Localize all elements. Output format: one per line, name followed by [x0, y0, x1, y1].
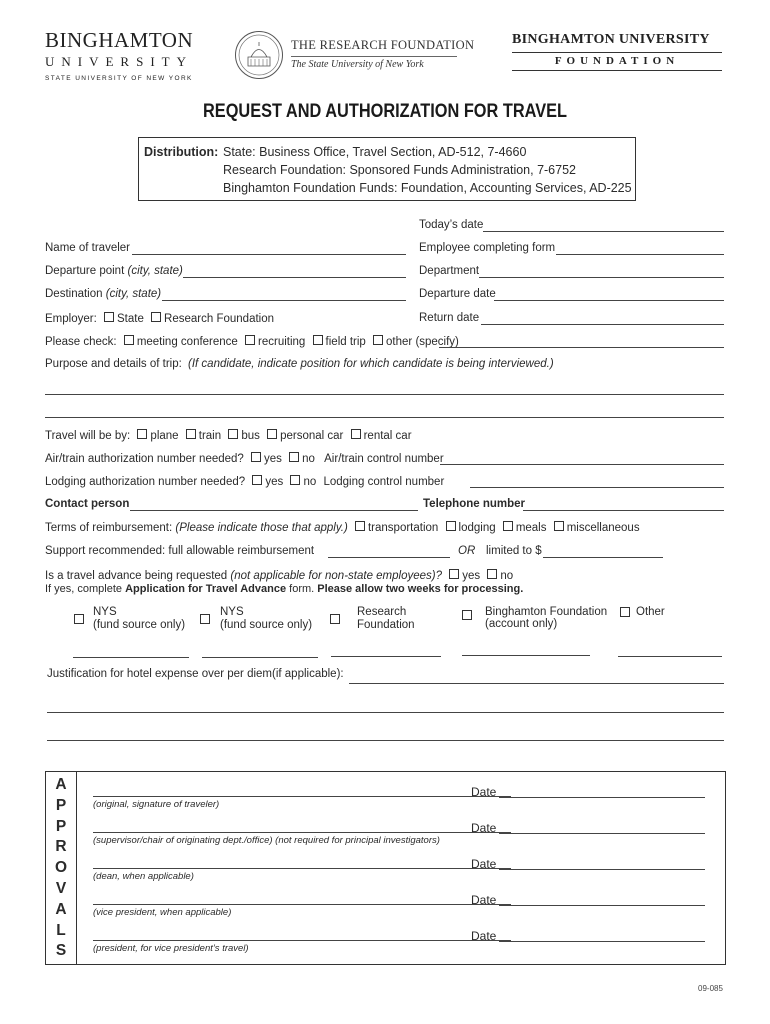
fund1-line-b: (fund source only) [93, 619, 186, 631]
lodging-auth-yes-checkbox[interactable] [252, 475, 262, 485]
destination-hint: (city, state) [105, 288, 162, 300]
date-field[interactable] [499, 941, 705, 942]
lodging-checkbox[interactable] [446, 521, 456, 531]
form-number: 09-085 [698, 984, 723, 993]
approval-row [46, 926, 725, 962]
buf-line1: BINGHAMTON UNIVERSITY [512, 32, 710, 47]
meeting-conference-label: meeting conference [136, 336, 238, 348]
train-checkbox[interactable] [186, 429, 196, 439]
fund4-line-b: (account only) [485, 618, 558, 630]
contact-person-field[interactable] [130, 510, 418, 511]
advance-question: Is a travel advance being requested [45, 570, 228, 582]
date-field[interactable] [499, 833, 705, 834]
return-date-label: Return date [419, 312, 480, 324]
fund2-label [220, 606, 312, 632]
advance-yes-label: yes [462, 570, 481, 582]
telephone-field[interactable] [523, 510, 724, 511]
or-label: OR [458, 545, 476, 557]
employer-state-label: State [116, 313, 144, 325]
terms-hint: (Please indicate those that apply.) [175, 522, 348, 534]
lodging-auth-no-checkbox[interactable] [290, 475, 300, 485]
advance-instructions [45, 583, 523, 595]
fund2-line-a: NYS [220, 606, 244, 618]
please-check-row [45, 335, 459, 348]
recruiting-checkbox[interactable] [245, 335, 255, 345]
approvals-letter: A [55, 776, 67, 793]
bu-logo-line2: UNIVERSITY [45, 54, 193, 69]
advance-row [45, 569, 513, 582]
name-of-traveler-field[interactable] [132, 254, 406, 255]
fund5-checkbox[interactable] [620, 607, 630, 617]
departure-point-hint: (city, state) [127, 265, 183, 277]
distribution-label: Distribution: [144, 145, 219, 159]
bus-label: bus [241, 430, 260, 442]
employer-rf-label: Research Foundation [164, 313, 275, 325]
support-full-field[interactable] [328, 557, 450, 558]
advance-hint: (not applicable for non-state employees)? [230, 570, 442, 582]
approval-row [46, 782, 725, 818]
personal-car-label: personal car [280, 430, 344, 442]
lodging-auth-no-label: no [303, 476, 317, 488]
travel-by-row [45, 429, 412, 442]
support-label: Support recommended: full allowable reimbursement [45, 545, 315, 557]
bu-logo-line1: BINGHAMTON [45, 28, 194, 52]
todays-date-field[interactable] [483, 231, 724, 232]
date-field[interactable] [499, 869, 705, 870]
purpose-field-line1[interactable] [45, 394, 724, 395]
limited-amount-field[interactable] [543, 557, 663, 558]
distribution-box [138, 137, 636, 201]
lodging-auth-yes-label: yes [265, 476, 284, 488]
miscellaneous-label: miscellaneous [566, 522, 640, 534]
fund3-label [357, 606, 415, 632]
approvals-letter: V [55, 879, 67, 897]
terms-row [45, 521, 640, 534]
date-label: Date [471, 821, 497, 835]
approval-caption: (vice president, when applicable) [93, 907, 232, 918]
employee-completing-label: Employee completing form [419, 242, 556, 254]
department-field[interactable] [479, 277, 724, 278]
bu-foundation-logo [512, 32, 722, 71]
please-check-label: Please check: [45, 336, 117, 348]
fund4-field[interactable] [462, 655, 590, 656]
employee-completing-field[interactable] [556, 254, 724, 255]
justification-label: Justification for hotel expense over per diem(if applicable): [47, 668, 344, 680]
date-field[interactable] [499, 797, 705, 798]
bus-checkbox[interactable] [228, 429, 238, 439]
employer-label: Employer: [45, 313, 97, 325]
air-auth-no-checkbox[interactable] [289, 452, 299, 462]
meals-label: meals [515, 522, 547, 534]
transportation-checkbox[interactable] [355, 521, 365, 531]
purpose-label: Purpose and details of trip: [45, 358, 182, 370]
advance-no-label: no [500, 570, 514, 582]
plane-checkbox[interactable] [137, 429, 147, 439]
date-field[interactable] [499, 905, 705, 906]
rental-car-label: rental car [363, 430, 412, 442]
transportation-label: transportation [367, 522, 439, 534]
justification-field-line1[interactable] [349, 683, 724, 684]
form-title: REQUEST AND AUTHORIZATION FOR TRAVEL [202, 101, 567, 122]
signature-field[interactable] [93, 940, 511, 941]
return-date-field[interactable] [481, 324, 724, 325]
telephone-label: Telephone number [423, 498, 526, 510]
approvals-box [45, 771, 726, 965]
lodging-auth-row [45, 475, 444, 488]
fund3-line-b: Foundation [357, 619, 415, 631]
travel-by-label: Travel will be by: [45, 430, 131, 442]
lodging-label: lodging [458, 522, 496, 534]
research-foundation-logo [291, 38, 474, 70]
destination-label [45, 288, 161, 300]
recruiting-label: recruiting [258, 336, 306, 348]
distribution-line3: Binghamton Foundation Funds: Foundation, Accounting Services, AD-225 [223, 181, 632, 195]
distribution-line2: Research Foundation: Sponsored Funds Administration, 7-6752 [223, 163, 576, 177]
other-label: other (specify) [386, 336, 459, 348]
air-control-label: Air/train control number [324, 453, 444, 465]
advance-if-text: If yes, complete [45, 583, 123, 595]
field-trip-label: field trip [325, 336, 366, 348]
train-label: train [198, 430, 222, 442]
approval-caption: (supervisor/chair of originating dept./office) (not required for principal investigators) [93, 835, 440, 846]
approval-caption: (president, for vice president’s travel) [93, 943, 249, 954]
departure-date-field[interactable] [494, 300, 724, 301]
purpose-row [45, 358, 554, 370]
date-label: Date [471, 893, 497, 907]
field-trip-checkbox[interactable] [313, 335, 323, 345]
approvals-letter: L [56, 921, 66, 939]
signature-field[interactable] [93, 904, 511, 905]
signature-field[interactable] [93, 832, 511, 833]
employer-row [45, 312, 274, 325]
approvals-letter: S [55, 942, 67, 960]
meals-checkbox[interactable] [503, 521, 513, 531]
plane-label: plane [150, 430, 179, 442]
approval-caption: (original, signature of traveler) [93, 799, 220, 810]
approvals-letter: O [54, 859, 68, 877]
date-label: Date [471, 929, 497, 943]
air-auth-yes-label: yes [264, 453, 282, 465]
miscellaneous-checkbox[interactable] [554, 521, 564, 531]
purpose-hint: (If candidate, indicate position for which candidate is being interviewed.) [188, 358, 554, 370]
fund1-field[interactable] [73, 657, 189, 658]
buf-line2: FOUNDATION [554, 55, 680, 67]
justification-field-line2[interactable] [47, 712, 724, 713]
fund1-label [93, 606, 185, 632]
approvals-letter: R [55, 838, 67, 856]
fund2-field[interactable] [202, 657, 318, 658]
fund3-checkbox[interactable] [330, 614, 340, 624]
approval-row [46, 890, 725, 926]
approval-row [46, 818, 725, 854]
other-specify-field[interactable] [439, 347, 724, 348]
destination-text: Destination [45, 288, 103, 300]
rental-car-checkbox[interactable] [351, 429, 361, 439]
fund3-line-a: Research [357, 606, 407, 618]
todays-date-label: Today’s date [419, 219, 484, 231]
limited-label: limited to $ [486, 545, 542, 557]
date-label: Date [471, 785, 497, 799]
purpose-field-line2[interactable] [45, 417, 724, 418]
binghamton-logo [45, 28, 193, 82]
approvals-letter: P [55, 817, 67, 835]
advance-form-suffix: form. [289, 583, 315, 595]
fund5-label: Other [636, 606, 665, 618]
departure-date-label: Departure date [419, 288, 496, 300]
fund1-checkbox[interactable] [74, 614, 84, 624]
departure-point-text: Departure point [45, 265, 125, 277]
lodging-control-field[interactable] [470, 487, 724, 488]
air-auth-no-label: no [302, 453, 315, 465]
meeting-conference-checkbox[interactable] [124, 335, 134, 345]
employer-state-checkbox[interactable] [104, 312, 114, 322]
fund1-line-a: NYS [93, 606, 117, 618]
destination-field[interactable] [162, 300, 406, 301]
approval-caption: (dean, when applicable) [93, 871, 194, 882]
signature-field[interactable] [93, 796, 511, 797]
fund4-label [485, 606, 607, 630]
rf-line1: THE RESEARCH FOUNDATION [291, 38, 475, 52]
justification-field-line3[interactable] [47, 740, 724, 741]
fund3-field[interactable] [331, 656, 441, 657]
department-label: Department [419, 265, 480, 277]
rf-line2: The State University of New York [291, 59, 424, 70]
advance-form-name: Application for Travel Advance [125, 583, 287, 595]
bu-logo-line3: STATE UNIVERSITY OF NEW YORK [45, 75, 193, 82]
fund2-line-b: (fund source only) [220, 619, 313, 631]
approval-row [46, 854, 725, 890]
research-foundation-seal-icon [234, 30, 284, 80]
advance-yes-checkbox[interactable] [449, 569, 459, 579]
departure-point-field[interactable] [183, 277, 406, 278]
advance-allow-text: Please allow two weeks for processing. [317, 583, 524, 595]
fund4-checkbox[interactable] [462, 610, 472, 620]
fund5-field[interactable] [618, 656, 722, 657]
other-checkbox[interactable] [373, 335, 383, 345]
lodging-auth-label: Lodging authorization number needed? [45, 476, 246, 488]
approvals-letter: A [55, 900, 67, 918]
signature-field[interactable] [93, 868, 511, 869]
distribution-line1: State: Business Office, Travel Section, AD-512, 7-4660 [223, 145, 527, 159]
personal-car-checkbox[interactable] [267, 429, 277, 439]
air-control-field[interactable] [440, 464, 724, 465]
advance-no-checkbox[interactable] [487, 569, 497, 579]
name-of-traveler-label: Name of traveler [45, 242, 131, 254]
employer-rf-checkbox[interactable] [151, 312, 161, 322]
approvals-letter: P [55, 796, 67, 814]
departure-point-label [45, 265, 183, 277]
date-label: Date [471, 857, 497, 871]
fund4-line-a: Binghamton Foundation [485, 606, 608, 618]
air-auth-yes-checkbox[interactable] [251, 452, 261, 462]
air-auth-label: Air/train authorization number needed? [45, 453, 244, 465]
air-auth-row [45, 452, 444, 465]
fund2-checkbox[interactable] [200, 614, 210, 624]
lodging-control-label: Lodging control number [323, 476, 445, 488]
terms-label: Terms of reimbursement: [45, 522, 173, 534]
contact-person-label: Contact person [45, 498, 130, 510]
